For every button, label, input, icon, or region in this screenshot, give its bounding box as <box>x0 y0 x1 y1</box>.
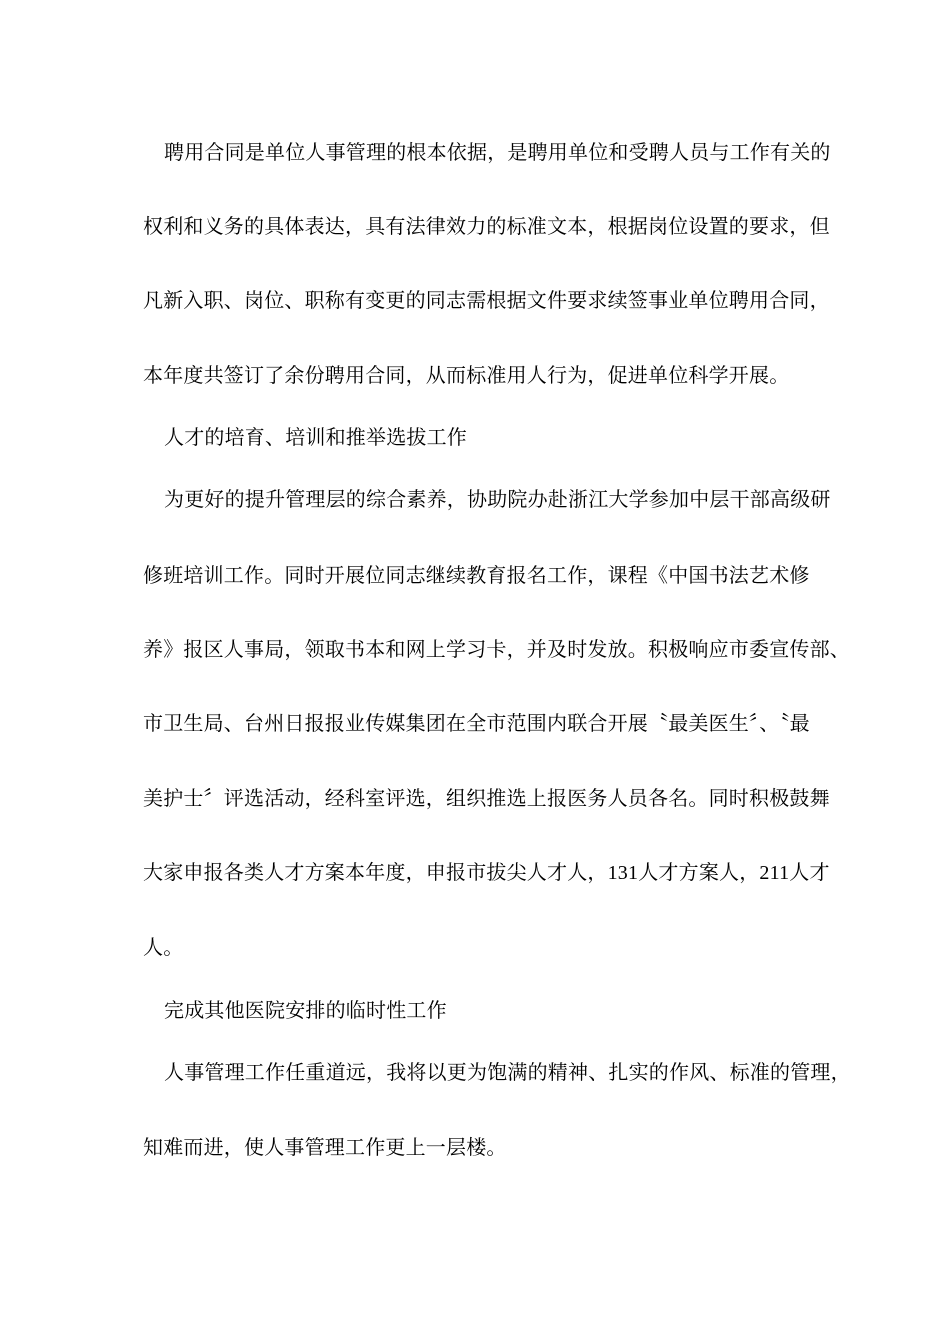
paragraph-2-line-5: 美护士〞评选活动，经科室评选，组织推选上报医务人员各名。同时积极鼓舞 <box>143 786 830 810</box>
paragraph-2-line-6 <box>143 858 830 887</box>
paragraph-2-line-4: 市卫生局、台州日报报业传媒集团在全市范围内联合开展〝最美医生〞、〝最 <box>143 711 810 735</box>
section-heading-talent: 人才的培育、培训和推举选拔工作 <box>164 425 467 449</box>
paragraph-2-line-6-text-a: 大家申报各类人才方案本年度，申报市拔尖人才人， <box>143 860 608 884</box>
paragraph-1-line-2: 权利和义务的具体表达，具有法律效力的标准文本，根据岗位设置的要求，但 <box>143 214 830 238</box>
paragraph-1-line-1: 聘用合同是单位人事管理的根本依据，是聘用单位和受聘人员与工作有关的 <box>164 140 831 164</box>
paragraph-2-line-7: 人。 <box>143 935 184 959</box>
paragraph-1-line-3: 凡新入职、岗位、职称有变更的同志需根据文件要求续签事业单位聘用合同， <box>143 288 830 312</box>
paragraph-2-line-6-text-c: 人才 <box>789 860 830 884</box>
paragraph-3-line-2: 知难而进，使人事管理工作更上一层楼。 <box>143 1135 507 1159</box>
paragraph-2-line-2: 修班培训工作。同时开展位同志继续教育报名工作，课程《中国书法艺术修 <box>143 563 810 587</box>
paragraph-2-line-6-text-b: 人才方案人， <box>638 860 760 884</box>
paragraph-2-line-3: 养》报区人事局，领取书本和网上学习卡，并及时发放。积极响应市委宣传部、 <box>143 637 850 661</box>
section-heading-other-work: 完成其他医院安排的临时性工作 <box>164 998 447 1022</box>
paragraph-2-line-1: 为更好的提升管理层的综合素养，协助院办赴浙江大学参加中层干部高级研 <box>164 487 831 511</box>
paragraph-1-line-4: 本年度共签订了余份聘用合同，从而标准用人行为，促进单位科学开展。 <box>143 363 790 387</box>
paragraph-3-line-1: 人事管理工作任重道远，我将以更为饱满的精神、扎实的作风、标准的管理， <box>164 1060 851 1084</box>
talent-plan-number-131: 131 <box>607 862 639 884</box>
talent-plan-number-211: 211 <box>759 862 790 884</box>
